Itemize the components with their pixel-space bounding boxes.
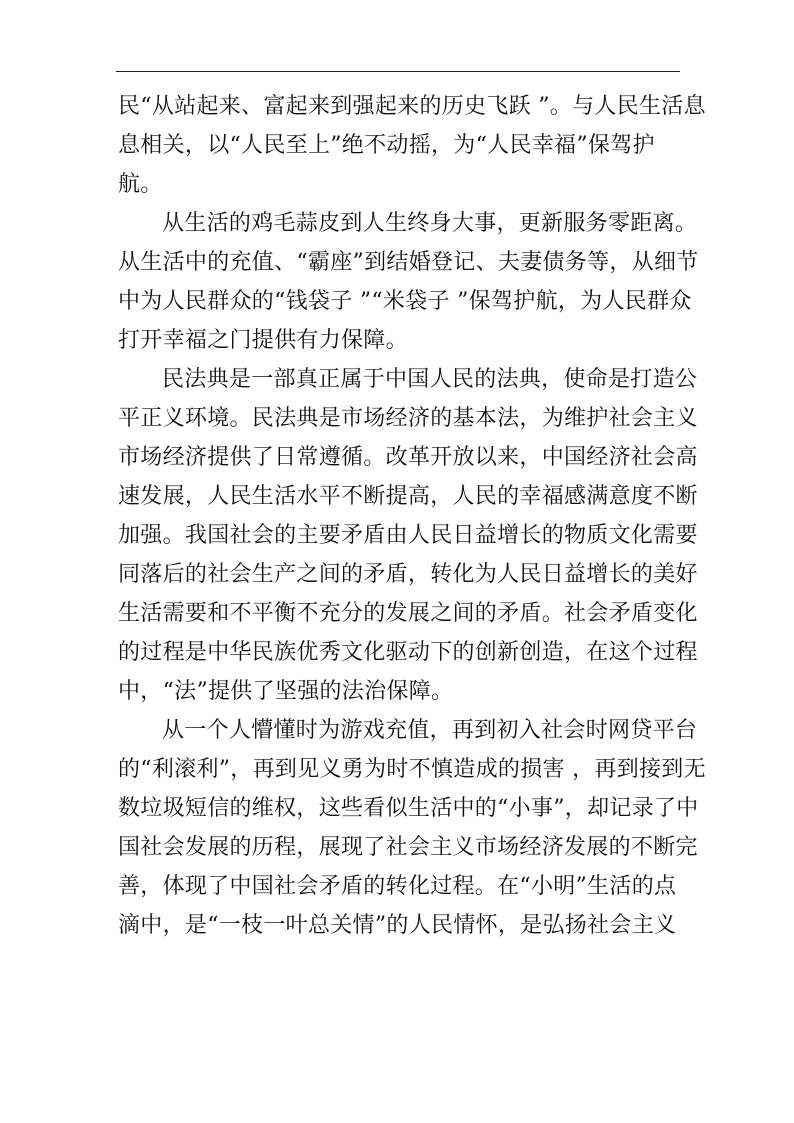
text-line: 数垃圾短信的维权，这些看似生活中的“小事”，却记录了中 [118, 796, 699, 821]
text-line: 市场经济提供了日常遵循。改革开放以来，中国经济社会高 [118, 445, 698, 470]
text-line: 打开幸福之门提供有力保障。 [118, 328, 408, 353]
text-line: 的“利滚利”，再到见义勇为时不慎造成的损害 ，再到接到无 [118, 757, 706, 782]
text-line: 中，“法”提供了坚强的法治保障。 [118, 679, 454, 704]
paragraph-1 [118, 87, 706, 204]
text-line: 民“从站起来、富起来到强起来的历史飞跃 ”。与人民生活息 [118, 94, 706, 119]
text-line: 航。 [118, 172, 163, 197]
text-line: 同落后的社会生产之间的矛盾，转化为人民日益增长的美好 [118, 562, 698, 587]
document-body [118, 87, 706, 945]
paragraph-2 [118, 204, 699, 360]
header-rule [116, 71, 680, 72]
text-line: 国社会发展的历程，展现了社会主义市场经济发展的不断完 [118, 835, 698, 860]
text-line: 息相关，以“人民至上”绝不动摇，为“人民幸福”保驾护 [118, 133, 655, 158]
text-line: 生活需要和不平衡不充分的发展之间的矛盾。社会矛盾变化 [118, 601, 698, 626]
text-line: 从一个人懵懂时为游戏充值，再到初入社会时网贷平台 [162, 718, 698, 743]
text-line: 民法典是一部真正属于中国人民的法典，使命是打造公 [162, 367, 698, 392]
text-line: 从生活的鸡毛蒜皮到人生终身大事，更新服务零距离。 [162, 211, 698, 236]
text-line: 加强。我国社会的主要矛盾由人民日益增长的物质文化需要 [118, 523, 698, 548]
text-line: 的过程是中华民族优秀文化驱动下的创新创造，在这个过程 [118, 640, 698, 665]
paragraph-3 [118, 360, 698, 711]
text-line: 从生活中的充值、“霸座”到结婚登记、夫妻债务等，从细节 [118, 250, 699, 275]
text-line: 善，体现了中国社会矛盾的转化过程。在“小明”生活的点 [118, 874, 677, 899]
text-line: 速发展，人民生活水平不断提高，人民的幸福感满意度不断 [118, 484, 698, 509]
paragraph-4 [118, 711, 706, 945]
text-line: 平正义环境。民法典是市场经济的基本法，为维护社会主义 [118, 406, 698, 431]
text-line: 滴中，是“一枝一叶总关情”的人民情怀，是弘扬社会主义 [118, 913, 677, 938]
text-line: 中为人民群众的“钱袋子 ”“米袋子 ”保驾护航，为人民群众 [118, 289, 692, 314]
